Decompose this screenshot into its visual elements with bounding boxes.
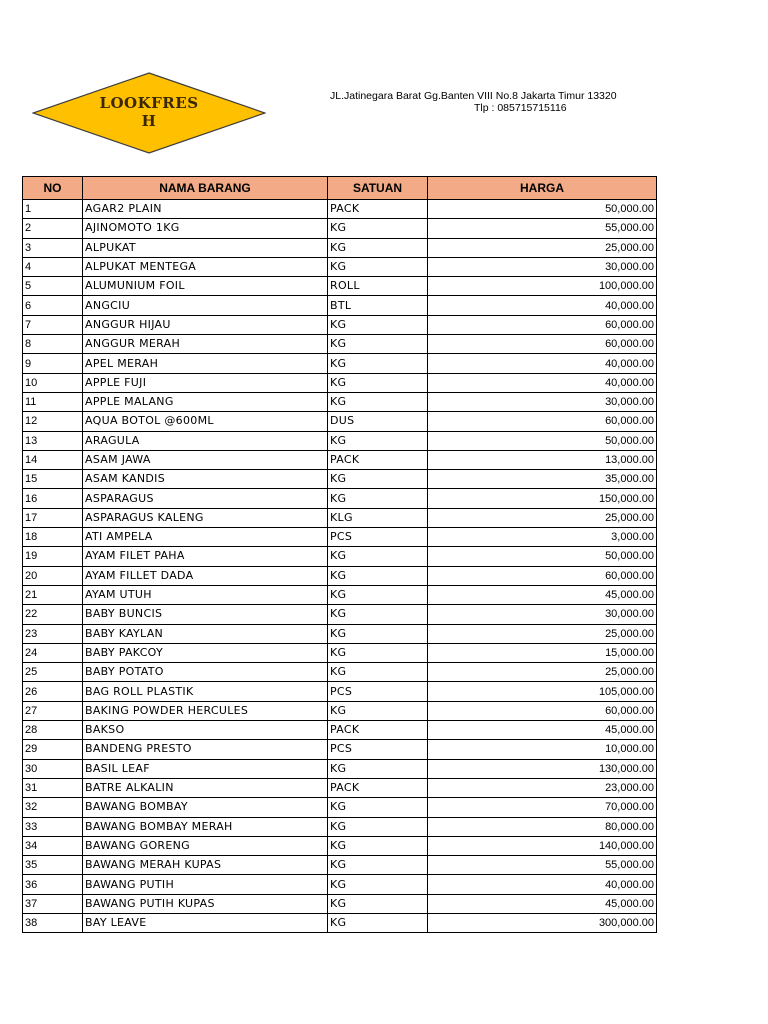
cell-satuan: KG	[328, 373, 428, 392]
cell-harga: 100,000.00	[428, 277, 657, 296]
cell-nama-barang: AJINOMOTO 1KG	[83, 219, 328, 238]
cell-harga: 40,000.00	[428, 354, 657, 373]
cell-harga: 30,000.00	[428, 605, 657, 624]
cell-nama-barang: AGAR2 PLAIN	[83, 200, 328, 219]
price-list-table	[22, 176, 657, 933]
table-row	[23, 335, 657, 354]
cell-nama-barang: ASAM KANDIS	[83, 470, 328, 489]
cell-nama-barang: ALPUKAT MENTEGA	[83, 257, 328, 276]
cell-harga: 45,000.00	[428, 721, 657, 740]
table-row	[23, 450, 657, 469]
cell-no: 1	[23, 200, 83, 219]
table-row	[23, 778, 657, 797]
cell-harga: 40,000.00	[428, 296, 657, 315]
table-row	[23, 354, 657, 373]
phone-line: Tlp : 085715715116	[474, 102, 567, 114]
cell-satuan: KG	[328, 798, 428, 817]
cell-satuan: KG	[328, 315, 428, 334]
table-row	[23, 913, 657, 932]
cell-harga: 13,000.00	[428, 450, 657, 469]
cell-nama-barang: ANGCIU	[83, 296, 328, 315]
table-row	[23, 257, 657, 276]
cell-nama-barang: APPLE MALANG	[83, 392, 328, 411]
cell-nama-barang: APEL MERAH	[83, 354, 328, 373]
cell-satuan: KG	[328, 913, 428, 932]
cell-satuan: DUS	[328, 412, 428, 431]
cell-no: 28	[23, 721, 83, 740]
cell-satuan: PACK	[328, 200, 428, 219]
cell-harga: 45,000.00	[428, 585, 657, 604]
table-body	[23, 200, 657, 933]
table-row	[23, 759, 657, 778]
cell-harga: 140,000.00	[428, 836, 657, 855]
cell-satuan: KLG	[328, 508, 428, 527]
cell-satuan: KG	[328, 605, 428, 624]
cell-satuan: KG	[328, 643, 428, 662]
cell-no: 24	[23, 643, 83, 662]
cell-nama-barang: BABY PAKCOY	[83, 643, 328, 662]
cell-satuan: KG	[328, 547, 428, 566]
cell-nama-barang: ASPARAGUS	[83, 489, 328, 508]
cell-no: 23	[23, 624, 83, 643]
cell-no: 2	[23, 219, 83, 238]
cell-nama-barang: ALPUKAT	[83, 238, 328, 257]
address-line: JL.Jatinegara Barat Gg.Banten VIII No.8 Jakarta Timur 13320	[330, 90, 617, 102]
table-row	[23, 817, 657, 836]
cell-harga: 25,000.00	[428, 508, 657, 527]
cell-harga: 55,000.00	[428, 219, 657, 238]
cell-nama-barang: BAWANG BOMBAY MERAH	[83, 817, 328, 836]
cell-harga: 30,000.00	[428, 392, 657, 411]
cell-harga: 130,000.00	[428, 759, 657, 778]
cell-no: 21	[23, 585, 83, 604]
cell-satuan: KG	[328, 663, 428, 682]
cell-no: 25	[23, 663, 83, 682]
cell-nama-barang: ATI AMPELA	[83, 528, 328, 547]
cell-satuan: KG	[328, 257, 428, 276]
header-no: NO	[23, 177, 83, 200]
cell-satuan: KG	[328, 470, 428, 489]
cell-harga: 55,000.00	[428, 856, 657, 875]
cell-nama-barang: BATRE ALKALIN	[83, 778, 328, 797]
cell-nama-barang: AYAM FILLET DADA	[83, 566, 328, 585]
cell-satuan: KG	[328, 836, 428, 855]
cell-harga: 3,000.00	[428, 528, 657, 547]
table-row	[23, 219, 657, 238]
cell-satuan: ROLL	[328, 277, 428, 296]
table-row	[23, 412, 657, 431]
table-row	[23, 547, 657, 566]
cell-nama-barang: BAG ROLL PLASTIK	[83, 682, 328, 701]
cell-satuan: KG	[328, 238, 428, 257]
table-row	[23, 489, 657, 508]
cell-nama-barang: BAWANG BOMBAY	[83, 798, 328, 817]
cell-satuan: PACK	[328, 450, 428, 469]
cell-no: 33	[23, 817, 83, 836]
table-header-row	[23, 177, 657, 200]
cell-no: 15	[23, 470, 83, 489]
cell-no: 26	[23, 682, 83, 701]
cell-no: 12	[23, 412, 83, 431]
cell-harga: 50,000.00	[428, 547, 657, 566]
cell-satuan: PCS	[328, 740, 428, 759]
table-row	[23, 875, 657, 894]
table-row	[23, 894, 657, 913]
table-row	[23, 740, 657, 759]
cell-harga: 50,000.00	[428, 200, 657, 219]
cell-nama-barang: ANGGUR MERAH	[83, 335, 328, 354]
cell-nama-barang: ALUMUNIUM FOIL	[83, 277, 328, 296]
table-row	[23, 238, 657, 257]
cell-satuan: KG	[328, 624, 428, 643]
cell-no: 9	[23, 354, 83, 373]
cell-no: 14	[23, 450, 83, 469]
cell-harga: 10,000.00	[428, 740, 657, 759]
table-row	[23, 296, 657, 315]
company-address	[330, 90, 660, 114]
cell-no: 6	[23, 296, 83, 315]
cell-harga: 23,000.00	[428, 778, 657, 797]
cell-satuan: KG	[328, 875, 428, 894]
cell-satuan: KG	[328, 219, 428, 238]
table-row	[23, 431, 657, 450]
cell-nama-barang: BAWANG PUTIH	[83, 875, 328, 894]
cell-no: 35	[23, 856, 83, 875]
cell-nama-barang: BABY KAYLAN	[83, 624, 328, 643]
table-row	[23, 682, 657, 701]
cell-harga: 300,000.00	[428, 913, 657, 932]
cell-satuan: KG	[328, 856, 428, 875]
table-row	[23, 528, 657, 547]
cell-satuan: KG	[328, 759, 428, 778]
cell-nama-barang: APPLE FUJI	[83, 373, 328, 392]
table-row	[23, 277, 657, 296]
cell-satuan: KG	[328, 894, 428, 913]
cell-no: 34	[23, 836, 83, 855]
cell-harga: 35,000.00	[428, 470, 657, 489]
table-row	[23, 392, 657, 411]
cell-nama-barang: ASPARAGUS KALENG	[83, 508, 328, 527]
cell-nama-barang: ASAM JAWA	[83, 450, 328, 469]
cell-satuan: PCS	[328, 682, 428, 701]
cell-satuan: KG	[328, 392, 428, 411]
cell-nama-barang: ARAGULA	[83, 431, 328, 450]
cell-harga: 70,000.00	[428, 798, 657, 817]
cell-no: 27	[23, 701, 83, 720]
table-row	[23, 624, 657, 643]
cell-no: 18	[23, 528, 83, 547]
table-row	[23, 836, 657, 855]
cell-nama-barang: BAWANG MERAH KUPAS	[83, 856, 328, 875]
cell-no: 31	[23, 778, 83, 797]
table-row	[23, 605, 657, 624]
cell-harga: 45,000.00	[428, 894, 657, 913]
cell-no: 11	[23, 392, 83, 411]
cell-harga: 15,000.00	[428, 643, 657, 662]
cell-nama-barang: ANGGUR HIJAU	[83, 315, 328, 334]
cell-satuan: KG	[328, 489, 428, 508]
logo-text-line1: LOOKFRES	[99, 94, 199, 112]
cell-harga: 150,000.00	[428, 489, 657, 508]
cell-nama-barang: BAWANG GORENG	[83, 836, 328, 855]
table-row	[23, 721, 657, 740]
cell-no: 4	[23, 257, 83, 276]
table-row	[23, 508, 657, 527]
cell-satuan: KG	[328, 335, 428, 354]
table-row	[23, 701, 657, 720]
table-row	[23, 643, 657, 662]
cell-nama-barang: BAKING POWDER HERCULES	[83, 701, 328, 720]
cell-no: 32	[23, 798, 83, 817]
cell-nama-barang: BANDENG PRESTO	[83, 740, 328, 759]
table-row	[23, 856, 657, 875]
cell-no: 16	[23, 489, 83, 508]
cell-harga: 60,000.00	[428, 566, 657, 585]
cell-satuan: PCS	[328, 528, 428, 547]
cell-no: 22	[23, 605, 83, 624]
cell-harga: 40,000.00	[428, 373, 657, 392]
cell-nama-barang: BAY LEAVE	[83, 913, 328, 932]
cell-satuan: PACK	[328, 778, 428, 797]
cell-harga: 60,000.00	[428, 701, 657, 720]
cell-no: 8	[23, 335, 83, 354]
cell-satuan: PACK	[328, 721, 428, 740]
table-row	[23, 566, 657, 585]
cell-satuan: KG	[328, 701, 428, 720]
cell-satuan: KG	[328, 354, 428, 373]
table-row	[23, 585, 657, 604]
cell-no: 19	[23, 547, 83, 566]
cell-no: 38	[23, 913, 83, 932]
cell-harga: 50,000.00	[428, 431, 657, 450]
cell-nama-barang: BASIL LEAF	[83, 759, 328, 778]
logo-text	[32, 94, 266, 130]
cell-no: 30	[23, 759, 83, 778]
cell-harga: 30,000.00	[428, 257, 657, 276]
cell-harga: 105,000.00	[428, 682, 657, 701]
cell-harga: 25,000.00	[428, 238, 657, 257]
cell-harga: 60,000.00	[428, 315, 657, 334]
header-harga: HARGA	[428, 177, 657, 200]
table-row	[23, 663, 657, 682]
cell-satuan: KG	[328, 585, 428, 604]
header-satuan: SATUAN	[328, 177, 428, 200]
cell-nama-barang: BAWANG PUTIH KUPAS	[83, 894, 328, 913]
cell-nama-barang: BABY POTATO	[83, 663, 328, 682]
cell-satuan: KG	[328, 817, 428, 836]
cell-harga: 40,000.00	[428, 875, 657, 894]
cell-no: 10	[23, 373, 83, 392]
table-row	[23, 798, 657, 817]
table-row	[23, 373, 657, 392]
cell-satuan: KG	[328, 566, 428, 585]
cell-no: 13	[23, 431, 83, 450]
cell-no: 5	[23, 277, 83, 296]
company-logo	[32, 72, 266, 154]
cell-no: 20	[23, 566, 83, 585]
cell-harga: 60,000.00	[428, 335, 657, 354]
table-row	[23, 315, 657, 334]
table-row	[23, 470, 657, 489]
cell-nama-barang: AQUA BOTOL @600ML	[83, 412, 328, 431]
logo-text-line2: H	[141, 112, 157, 130]
cell-no: 37	[23, 894, 83, 913]
cell-no: 7	[23, 315, 83, 334]
header-nama-barang: NAMA BARANG	[83, 177, 328, 200]
cell-harga: 25,000.00	[428, 663, 657, 682]
cell-no: 17	[23, 508, 83, 527]
cell-no: 3	[23, 238, 83, 257]
table-row	[23, 200, 657, 219]
cell-harga: 60,000.00	[428, 412, 657, 431]
cell-no: 29	[23, 740, 83, 759]
cell-nama-barang: BABY BUNCIS	[83, 605, 328, 624]
cell-harga: 80,000.00	[428, 817, 657, 836]
cell-no: 36	[23, 875, 83, 894]
cell-satuan: KG	[328, 431, 428, 450]
cell-nama-barang: AYAM UTUH	[83, 585, 328, 604]
cell-nama-barang: BAKSO	[83, 721, 328, 740]
cell-nama-barang: AYAM FILET PAHA	[83, 547, 328, 566]
cell-satuan: BTL	[328, 296, 428, 315]
cell-harga: 25,000.00	[428, 624, 657, 643]
